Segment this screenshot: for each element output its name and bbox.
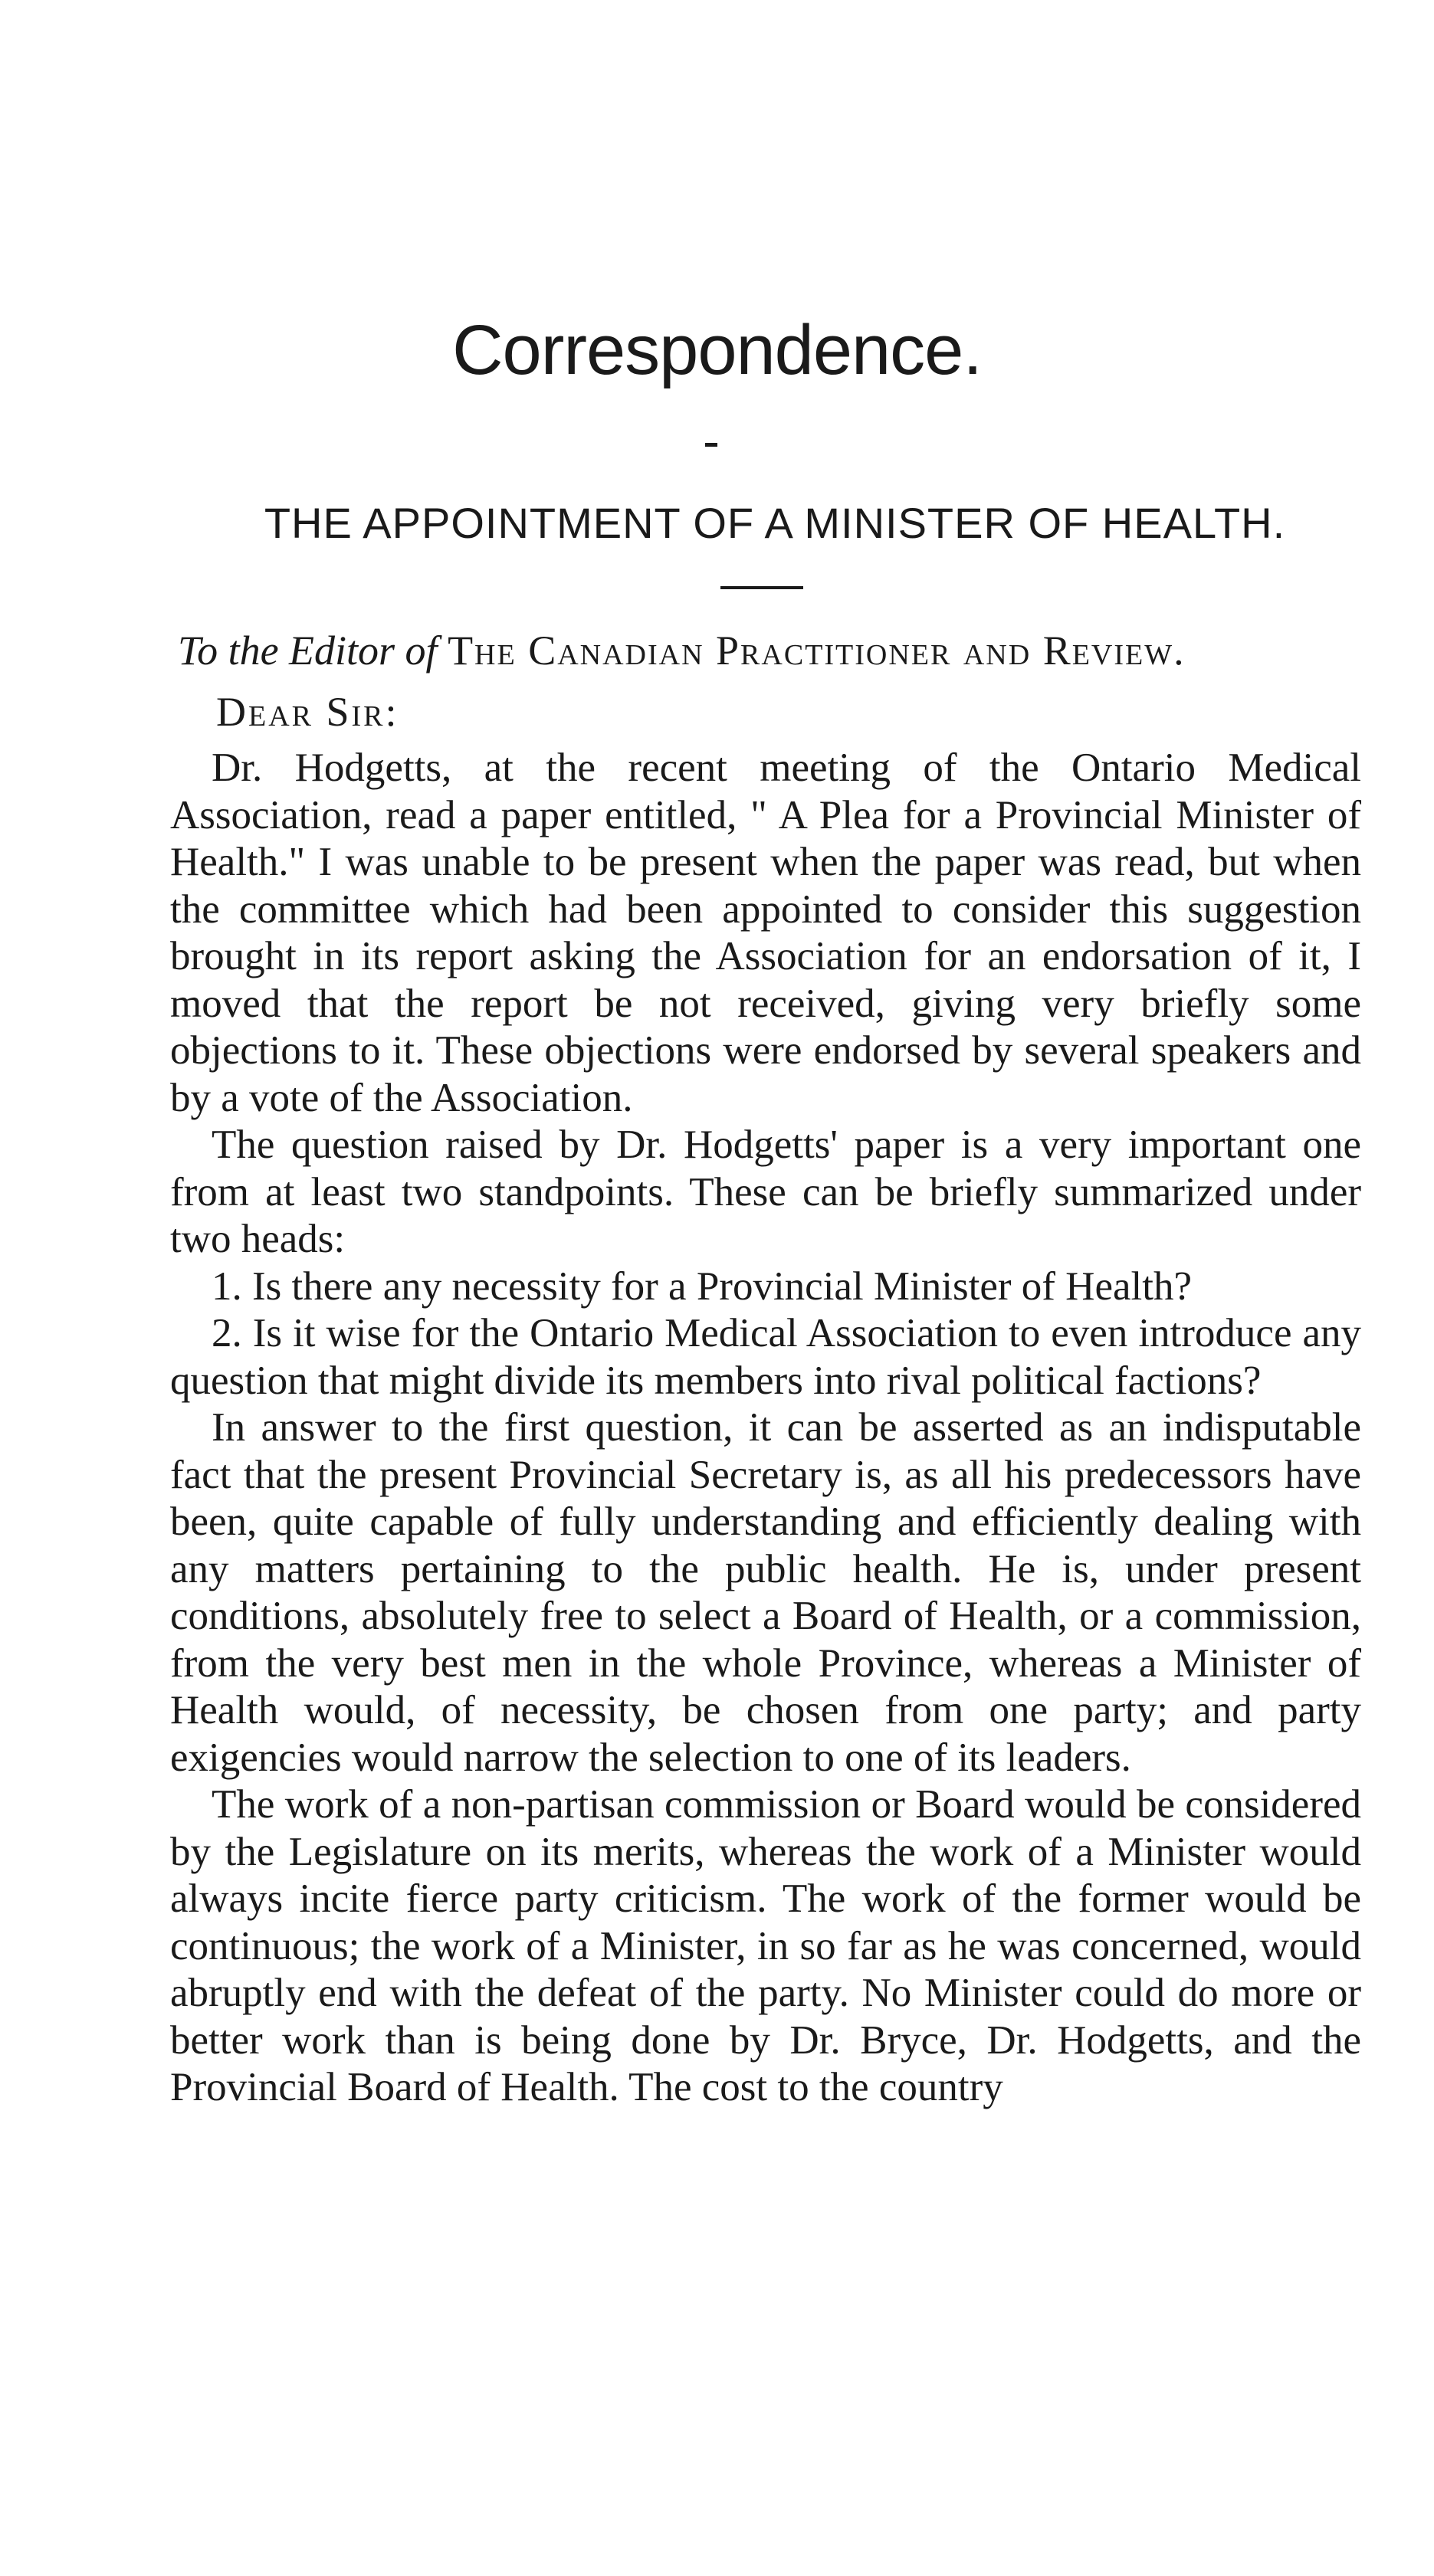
addressee-publication: The Canadian Practitioner and Review. <box>448 628 1186 673</box>
addressee-prefix: To the Editor of <box>178 628 438 673</box>
paragraph: The question raised by Dr. Hodgetts' paper is a very important one from at least two standpoints. These can be briefly summarized under two heads: <box>170 1122 1361 1261</box>
article-title: THE APPOINTMENT OF A MINISTER OF HEALTH. <box>264 499 1286 547</box>
paragraph: 1. Is there any necessity for a Provincial Minister of Health? <box>212 1263 1192 1309</box>
paragraph: 2. Is it wise for the Ontario Medical Association to even introduce any question that might divide its members into rival political factions? <box>170 1311 1361 1403</box>
title-dash-ornament <box>705 443 717 447</box>
title-divider <box>720 586 803 589</box>
letter-body <box>170 745 1361 2112</box>
section-title: Correspondence. <box>452 311 982 389</box>
paragraph: The work of a non-partisan commission or Board would be considered by the Legislature on its merits, whereas the work of a Minister would always incite fierce party criticism. The work of the former would be continuous; the work of a Minister, in so far as he was concerned, would abruptly end with the defeat of the party. No Minister could do more or better work than is being done by Dr. Bryce, Dr. Hodgetts, and the Provincial Board of Health. The cost to the country <box>170 1782 1361 2109</box>
letter-salutation: Dear Sir: <box>216 689 399 735</box>
paragraph: Dr. Hodgetts, at the recent meeting of the Ontario Medical Association, read a paper entitled, " A Plea for a Provincial Minister of Health." I was unable to be present when the paper was read, but when the committee which had been appointed to consider this suggestion brought in its report asking the Association for an endorsation of it, I moved that the report be not received, giving very briefly some objections to it. These objections were endorsed by several speakers and by a vote of the Association. <box>170 746 1361 1120</box>
paragraph: In answer to the first question, it can be asserted as an indisputable fact that the present Provincial Secretary is, as all his predecessors have been, quite capable of fully understanding and efficiently dealing with any matters pertaining to the public health. He is, under present conditions, absolutely free to select a Board of Health, or a commission, from the very best men in the whole Province, whereas a Minister of Health would, of necessity, be chosen from one party; and party exigencies would narrow the selection to one of its leaders. <box>170 1405 1361 1780</box>
letter-addressee <box>178 627 1367 674</box>
